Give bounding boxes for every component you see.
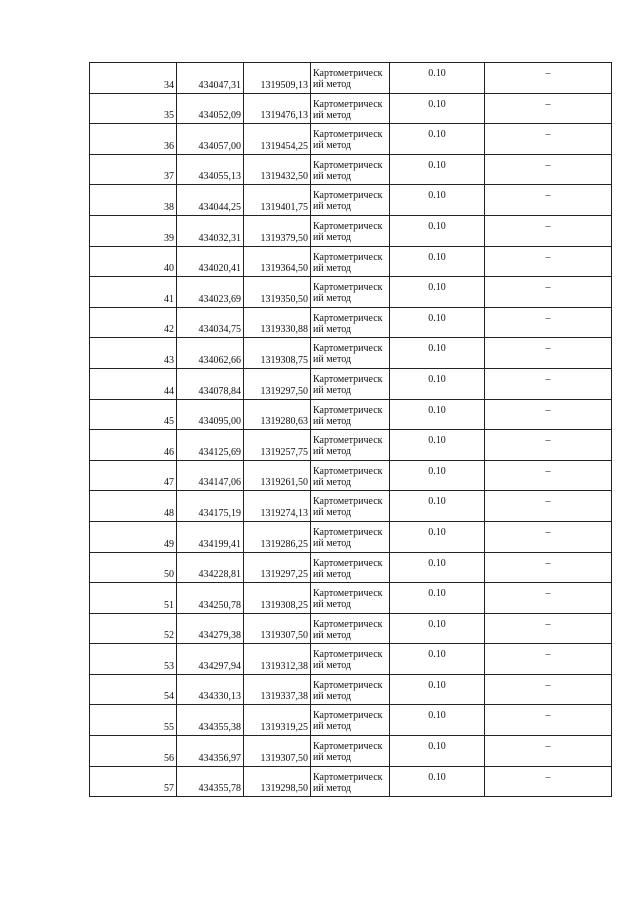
coordinate-x-cell: 434057,00 <box>177 124 244 155</box>
table-row <box>90 307 612 338</box>
accuracy-cell: 0.10 <box>390 766 485 797</box>
accuracy-cell: 0.10 <box>390 552 485 583</box>
coordinate-y-cell: 1319307,50 <box>244 736 311 767</box>
method-cell: Картометрический метод <box>311 491 390 522</box>
point-number-cell: 40 <box>90 246 177 277</box>
note-cell: – <box>485 552 612 583</box>
method-cell: Картометрический метод <box>311 460 390 491</box>
point-number-cell: 53 <box>90 644 177 675</box>
note-cell: – <box>485 613 612 644</box>
method-cell: Картометрический метод <box>311 307 390 338</box>
note-cell: – <box>485 674 612 705</box>
accuracy-cell: 0.10 <box>390 430 485 461</box>
table-row <box>90 583 612 614</box>
note-cell: – <box>485 399 612 430</box>
accuracy-cell: 0.10 <box>390 460 485 491</box>
table-row <box>90 705 612 736</box>
method-cell: Картометрический метод <box>311 766 390 797</box>
table-row <box>90 124 612 155</box>
note-cell: – <box>485 766 612 797</box>
note-cell: – <box>485 736 612 767</box>
table-row <box>90 674 612 705</box>
table-row <box>90 399 612 430</box>
coordinate-y-cell: 1319476,13 <box>244 93 311 124</box>
method-cell: Картометрический метод <box>311 399 390 430</box>
point-number-cell: 51 <box>90 583 177 614</box>
coordinate-x-cell: 434032,31 <box>177 215 244 246</box>
note-cell: – <box>485 154 612 185</box>
point-number-cell: 43 <box>90 338 177 369</box>
point-number-cell: 45 <box>90 399 177 430</box>
table-row <box>90 460 612 491</box>
coordinate-y-cell: 1319330,88 <box>244 307 311 338</box>
accuracy-cell: 0.10 <box>390 736 485 767</box>
coordinates-table <box>89 62 612 797</box>
coordinate-x-cell: 434175,19 <box>177 491 244 522</box>
accuracy-cell: 0.10 <box>390 154 485 185</box>
table-row <box>90 338 612 369</box>
point-number-cell: 54 <box>90 674 177 705</box>
table-row <box>90 246 612 277</box>
coordinate-y-cell: 1319401,75 <box>244 185 311 216</box>
table-row <box>90 491 612 522</box>
point-number-cell: 42 <box>90 307 177 338</box>
point-number-cell: 57 <box>90 766 177 797</box>
coordinate-x-cell: 434034,75 <box>177 307 244 338</box>
point-number-cell: 34 <box>90 63 177 94</box>
coordinate-y-cell: 1319379,50 <box>244 215 311 246</box>
accuracy-cell: 0.10 <box>390 491 485 522</box>
method-cell: Картометрический метод <box>311 705 390 736</box>
accuracy-cell: 0.10 <box>390 124 485 155</box>
coordinate-x-cell: 434052,09 <box>177 93 244 124</box>
method-cell: Картометрический метод <box>311 613 390 644</box>
note-cell: – <box>485 185 612 216</box>
coordinate-x-cell: 434147,06 <box>177 460 244 491</box>
method-cell: Картометрический метод <box>311 63 390 94</box>
coordinate-y-cell: 1319297,25 <box>244 552 311 583</box>
table-row <box>90 613 612 644</box>
point-number-cell: 35 <box>90 93 177 124</box>
point-number-cell: 39 <box>90 215 177 246</box>
point-number-cell: 56 <box>90 736 177 767</box>
coordinate-y-cell: 1319274,13 <box>244 491 311 522</box>
table-row <box>90 430 612 461</box>
coordinate-x-cell: 434297,94 <box>177 644 244 675</box>
accuracy-cell: 0.10 <box>390 705 485 736</box>
coordinate-x-cell: 434228,81 <box>177 552 244 583</box>
table-row <box>90 552 612 583</box>
coordinate-y-cell: 1319364,50 <box>244 246 311 277</box>
coordinate-y-cell: 1319308,25 <box>244 583 311 614</box>
coordinate-y-cell: 1319261,50 <box>244 460 311 491</box>
note-cell: – <box>485 368 612 399</box>
accuracy-cell: 0.10 <box>390 63 485 94</box>
coordinate-y-cell: 1319337,38 <box>244 674 311 705</box>
point-number-cell: 38 <box>90 185 177 216</box>
table-row <box>90 521 612 552</box>
point-number-cell: 44 <box>90 368 177 399</box>
coordinate-y-cell: 1319307,50 <box>244 613 311 644</box>
coordinate-x-cell: 434355,78 <box>177 766 244 797</box>
coordinate-x-cell: 434047,31 <box>177 63 244 94</box>
point-number-cell: 55 <box>90 705 177 736</box>
note-cell: – <box>485 307 612 338</box>
table-row <box>90 766 612 797</box>
accuracy-cell: 0.10 <box>390 338 485 369</box>
accuracy-cell: 0.10 <box>390 674 485 705</box>
note-cell: – <box>485 338 612 369</box>
method-cell: Картометрический метод <box>311 736 390 767</box>
table-row <box>90 215 612 246</box>
method-cell: Картометрический метод <box>311 521 390 552</box>
coordinate-x-cell: 434078,84 <box>177 368 244 399</box>
table-row <box>90 644 612 675</box>
table-row <box>90 154 612 185</box>
table-row <box>90 63 612 94</box>
note-cell: – <box>485 521 612 552</box>
table-row <box>90 736 612 767</box>
point-number-cell: 48 <box>90 491 177 522</box>
coordinate-x-cell: 434356,97 <box>177 736 244 767</box>
coordinate-x-cell: 434199,41 <box>177 521 244 552</box>
coordinate-x-cell: 434020,41 <box>177 246 244 277</box>
coordinate-y-cell: 1319454,25 <box>244 124 311 155</box>
note-cell: – <box>485 124 612 155</box>
note-cell: – <box>485 460 612 491</box>
coordinate-y-cell: 1319297,50 <box>244 368 311 399</box>
coordinate-x-cell: 434055,13 <box>177 154 244 185</box>
note-cell: – <box>485 63 612 94</box>
coordinate-y-cell: 1319350,50 <box>244 277 311 308</box>
method-cell: Картометрический метод <box>311 154 390 185</box>
accuracy-cell: 0.10 <box>390 185 485 216</box>
method-cell: Картометрический метод <box>311 674 390 705</box>
method-cell: Картометрический метод <box>311 338 390 369</box>
coordinate-y-cell: 1319286,25 <box>244 521 311 552</box>
coordinate-y-cell: 1319509,13 <box>244 63 311 94</box>
accuracy-cell: 0.10 <box>390 307 485 338</box>
accuracy-cell: 0.10 <box>390 215 485 246</box>
coordinate-y-cell: 1319432,50 <box>244 154 311 185</box>
table-row <box>90 93 612 124</box>
note-cell: – <box>485 277 612 308</box>
method-cell: Картометрический метод <box>311 124 390 155</box>
coordinate-x-cell: 434095,00 <box>177 399 244 430</box>
coordinate-y-cell: 1319298,50 <box>244 766 311 797</box>
note-cell: – <box>485 246 612 277</box>
note-cell: – <box>485 430 612 461</box>
coordinate-x-cell: 434355,38 <box>177 705 244 736</box>
method-cell: Картометрический метод <box>311 430 390 461</box>
method-cell: Картометрический метод <box>311 277 390 308</box>
accuracy-cell: 0.10 <box>390 613 485 644</box>
coordinate-x-cell: 434023,69 <box>177 277 244 308</box>
method-cell: Картометрический метод <box>311 583 390 614</box>
table-row <box>90 185 612 216</box>
point-number-cell: 47 <box>90 460 177 491</box>
coordinate-x-cell: 434250,78 <box>177 583 244 614</box>
coordinate-y-cell: 1319319,25 <box>244 705 311 736</box>
point-number-cell: 36 <box>90 124 177 155</box>
table-row <box>90 277 612 308</box>
note-cell: – <box>485 93 612 124</box>
point-number-cell: 41 <box>90 277 177 308</box>
note-cell: – <box>485 644 612 675</box>
coordinate-x-cell: 434044,25 <box>177 185 244 216</box>
accuracy-cell: 0.10 <box>390 246 485 277</box>
coordinate-y-cell: 1319280,63 <box>244 399 311 430</box>
method-cell: Картометрический метод <box>311 368 390 399</box>
method-cell: Картометрический метод <box>311 246 390 277</box>
coordinate-x-cell: 434279,38 <box>177 613 244 644</box>
accuracy-cell: 0.10 <box>390 521 485 552</box>
note-cell: – <box>485 215 612 246</box>
accuracy-cell: 0.10 <box>390 399 485 430</box>
coordinate-x-cell: 434330,13 <box>177 674 244 705</box>
accuracy-cell: 0.10 <box>390 93 485 124</box>
point-number-cell: 37 <box>90 154 177 185</box>
method-cell: Картометрический метод <box>311 185 390 216</box>
coordinates-table-body <box>90 63 612 797</box>
method-cell: Картометрический метод <box>311 644 390 675</box>
note-cell: – <box>485 705 612 736</box>
accuracy-cell: 0.10 <box>390 583 485 614</box>
coordinate-y-cell: 1319312,38 <box>244 644 311 675</box>
point-number-cell: 49 <box>90 521 177 552</box>
coordinate-x-cell: 434125,69 <box>177 430 244 461</box>
method-cell: Картометрический метод <box>311 93 390 124</box>
note-cell: – <box>485 583 612 614</box>
accuracy-cell: 0.10 <box>390 368 485 399</box>
point-number-cell: 52 <box>90 613 177 644</box>
point-number-cell: 50 <box>90 552 177 583</box>
note-cell: – <box>485 491 612 522</box>
coordinate-y-cell: 1319308,75 <box>244 338 311 369</box>
coordinate-y-cell: 1319257,75 <box>244 430 311 461</box>
table-row <box>90 368 612 399</box>
coordinate-x-cell: 434062,66 <box>177 338 244 369</box>
method-cell: Картометрический метод <box>311 552 390 583</box>
method-cell: Картометрический метод <box>311 215 390 246</box>
accuracy-cell: 0.10 <box>390 277 485 308</box>
point-number-cell: 46 <box>90 430 177 461</box>
accuracy-cell: 0.10 <box>390 644 485 675</box>
